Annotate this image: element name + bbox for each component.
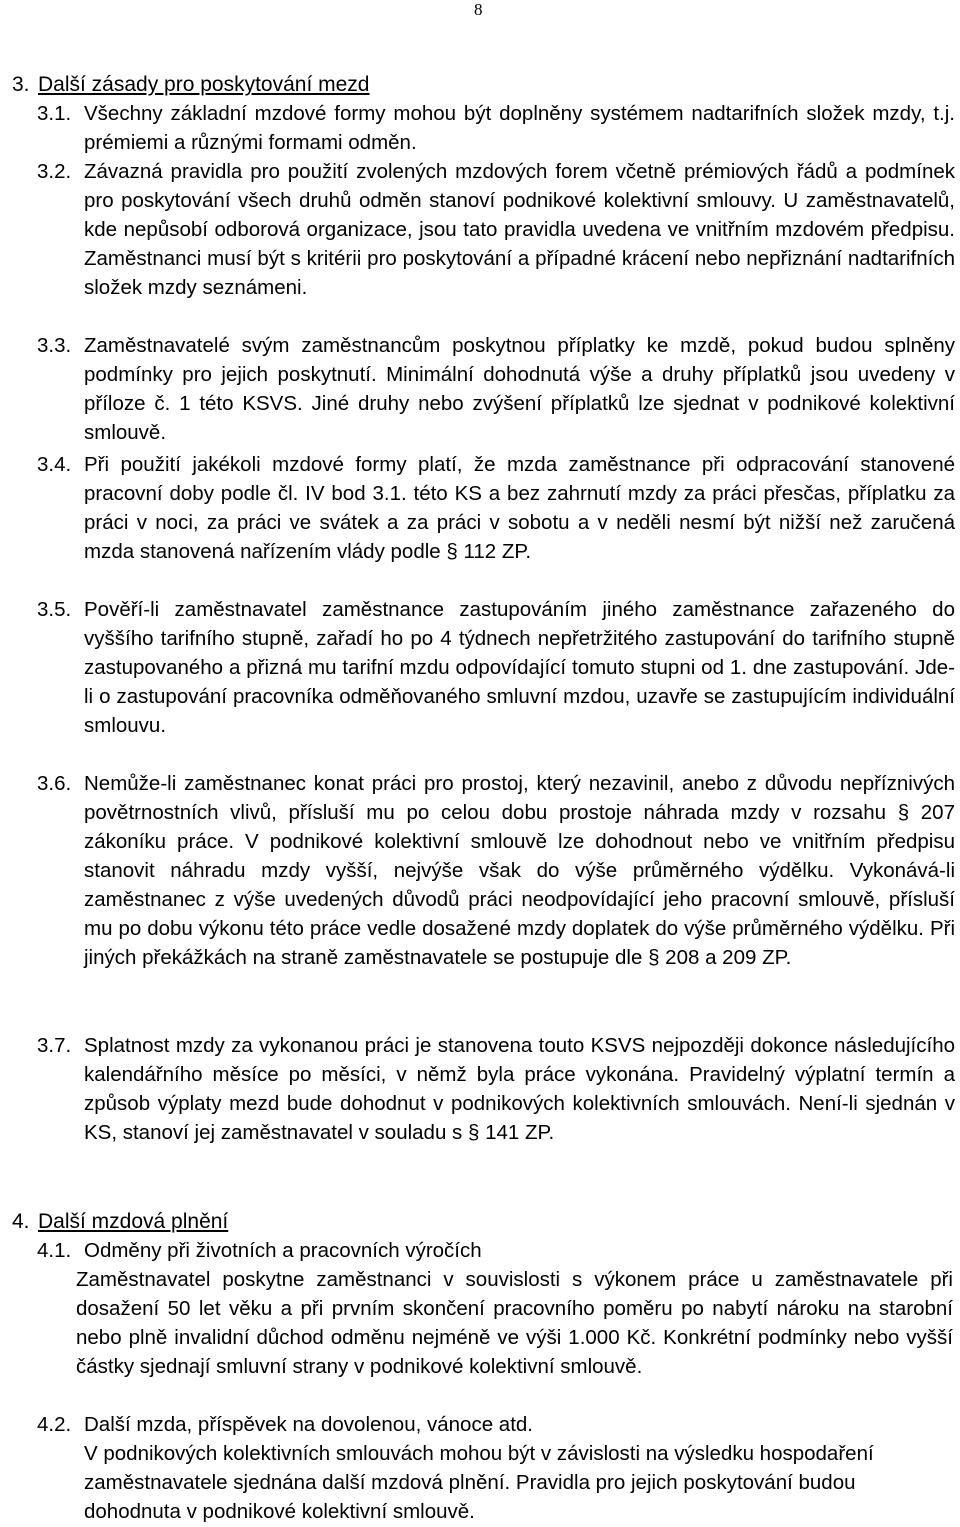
clause-3-2 <box>37 157 955 302</box>
clause-4-1 <box>37 1236 955 1265</box>
clause-text: Pověří-li zaměstnavatel zaměstnance zastupováním jiného zaměstnance zařazeného do vyššího tarifního stupně, zařadí ho po 4 týdnech nepřetržitého zastupování do tarifního stupně zastupovaného a přizná mu tarifní mzdu odpovídající tomuto stupni od 1. dne zastupování. Jde-li o zastupování pracovníka odměňovaného smluvní mzdou, uzavře se zastupujícím individuální smlouvu. <box>84 598 955 737</box>
clause-4-2 <box>37 1410 955 1439</box>
clause-body: V podnikových kolektivních smlouvách mohou být v závislosti na výsledku hospodaření zaměstnavatele sjednána další mzdová plnění. Pravidla pro jejich poskytování budou dohodnuta v podnikové kolektivní smlouvě. <box>84 1442 874 1523</box>
clause-number: 3.5. <box>37 598 72 621</box>
section-number: 3. <box>12 73 30 96</box>
clause-3-6 <box>37 769 955 972</box>
clause-text: Při použití jakékoli mzdové formy platí, že mzda zaměstnance při odpracování stanovené pracovní doby podle čl. IV bod 3.1. této KS a bez zahrnutí mzdy za práci přesčas, příplatku za práci v noci, za práci ve svátek a za práci v sobotu a v neděli nesmí být nižší než zaručená mzda stanovená nařízením vlády podle § 112 ZP. <box>84 453 955 563</box>
clause-number: 3.3. <box>37 334 72 357</box>
clause-number: 3.6. <box>37 772 72 795</box>
page-number: 8 <box>474 0 483 19</box>
clause-number: 4.1. <box>37 1239 72 1262</box>
clause-number: 3.2. <box>37 160 72 183</box>
clause-text: Zaměstnavatelé svým zaměstnancům poskytnou příplatky ke mzdě, pokud budou splněny podmínky pro jejich poskytnutí. Minimální dohodnutá výše a druhy příplatků jsou uvedeny v příloze č. 1 této KSVS. Jiné druhy nebo zvýšení příplatků lze sjednat v podnikové kolektivní smlouvě. <box>84 334 955 444</box>
clause-number: 3.1. <box>37 102 72 125</box>
clause-text: Nemůže-li zaměstnanec konat práci pro prostoj, který nezavinil, anebo z důvodu nepříznivých povětrnostních vlivů, přísluší mu po celou dobu prostoje náhrada mzdy v rozsahu § 207 zákoníku práce. V podnikové kolektivní smlouvě lze dohodnout nebo ve vnitřním předpisu stanovit náhradu mzdy vyšší, nejvýše však do výše průměrného výdělku. Vykonává-li zaměstnanec z výše uvedených důvodů práci neodpovídající jeho pracovní smlouvě, přísluší mu po dobu výkonu této práce vedle dosažené mzdy doplatek do výše průměrného výdělku. Při jiných překážkách na straně zaměstnavatele se postupuje dle § 208 a 209 ZP. <box>84 772 955 969</box>
clause-number: 3.4. <box>37 453 72 476</box>
clause-text: Všechny základní mzdové formy mohou být doplněny systémem nadtarifních složek mzdy, t.j. prémiemi a různými formami odměn. <box>84 102 955 154</box>
clause-3-5 <box>37 595 955 740</box>
clause-text: Závazná pravidla pro použití zvolených mzdových forem včetně prémiových řádů a podmínek pro poskytování všech druhů odměn stanoví podnikové kolektivní smlouvy. U zaměstnavatelů, kde nepůsobí odborová organizace, jsou tato pravidla uvedena ve vnitřním mzdovém předpisu. Zaměstnanci musí být s kritérii pro poskytování a případné krácení nebo nepřiznání nadtarifních složek mzdy seznámeni. <box>84 160 955 299</box>
section-title: Další mzdová plnění <box>38 1210 229 1233</box>
clause-body: Zaměstnavatel poskytne zaměstnanci v souvislosti s výkonem práce u zaměstnavatele při dosažení 50 let věku a při prvním skončení pracovního poměru po nabytí nároku na starobní nebo plně invalidní důchod odměnu nejméně ve výši 1.000 Kč. Konkrétní podmínky nebo vyšší částky sjednají smluvní strany v podnikové kolektivní smlouvě. <box>76 1268 953 1378</box>
clause-3-4 <box>37 450 955 566</box>
section-heading <box>12 70 370 99</box>
clause-number: 4.2. <box>37 1413 72 1436</box>
clause-3-3 <box>37 331 955 447</box>
clause-heading: Odměny při životních a pracovních výročích <box>84 1239 482 1262</box>
clause-3-7 <box>37 1031 955 1147</box>
section-heading <box>12 1207 228 1236</box>
clause-3-1 <box>37 99 955 157</box>
clause-number: 3.7. <box>37 1034 72 1057</box>
clause-heading: Další mzda, příspěvek na dovolenou, vánoce atd. <box>84 1413 533 1436</box>
section-number: 4. <box>12 1210 30 1233</box>
clause-text: Splatnost mzdy za vykonanou práci je stanovena touto KSVS nejpozději dokonce následujícího kalendářního měsíce po měsíci, v němž byla práce vykonána. Pravidelný výplatní termín a způsob výplaty mezd bude dohodnut v podnikových kolektivních smlouvách. Není-li sjednán v KS, stanoví jej zaměstnavatel v souladu s § 141 ZP. <box>84 1034 955 1144</box>
section-title: Další zásady pro poskytování mezd <box>38 73 370 96</box>
